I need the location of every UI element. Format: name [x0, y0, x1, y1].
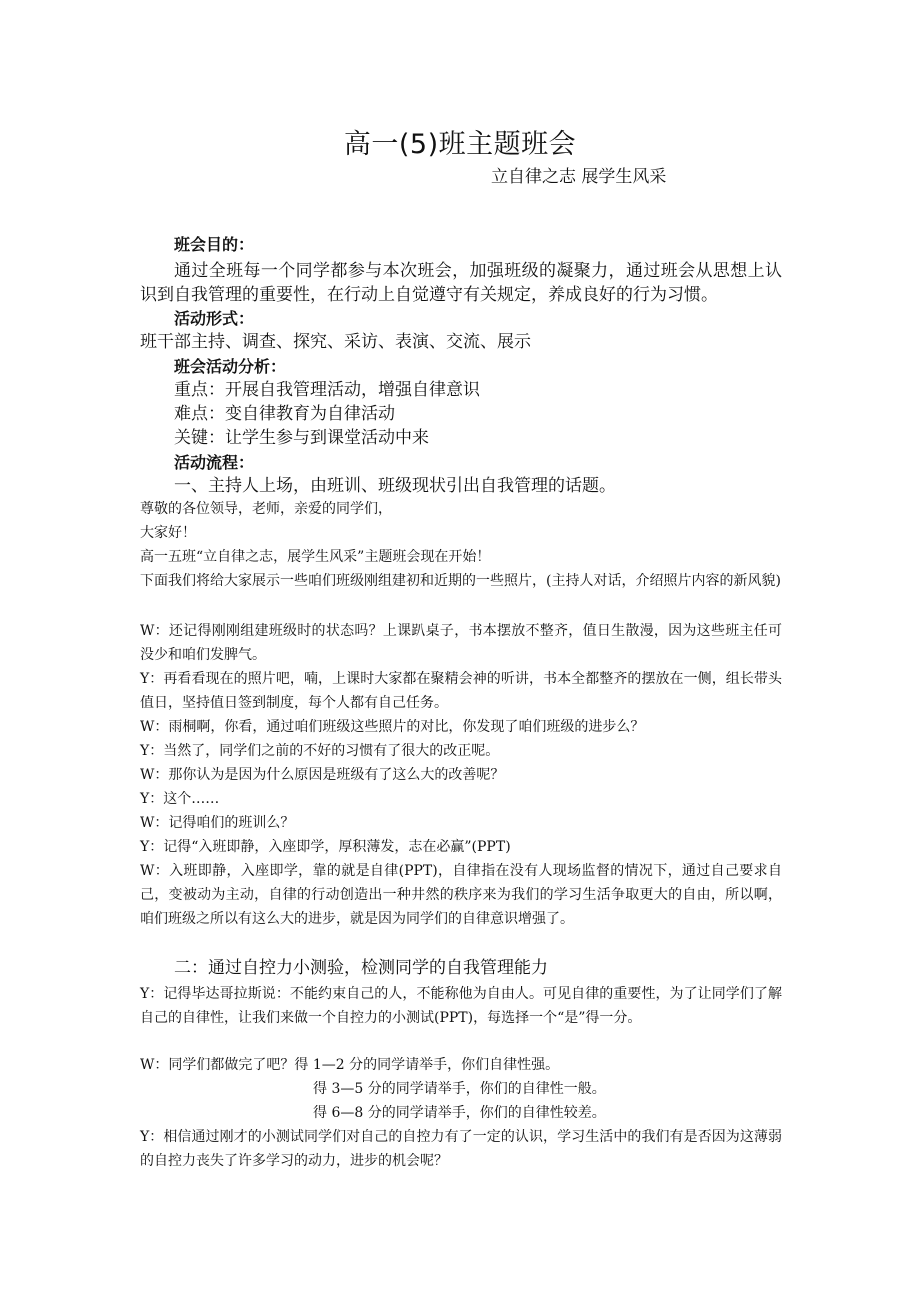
dialogue-line: W：入班即静，入座即学，靠的就是自律(PPT)，自律指在没有人现场监督的情况下，通过自己要求自己，变被动为主动，自律的行动创造出一种井然的秩序来为我们的学习生活争取更大的自由，所以啊，咱们班级之所以有这么大的进步，就是因为同学们的自律意识增强了。 [140, 863, 782, 927]
dialogue-line: Y：记得“入班即静，入座即学，厚积薄发，志在必赢”(PPT) [140, 839, 511, 855]
dialogue-line: W：还记得刚刚组建班级时的状态吗？上课趴桌子，书本摆放不整齐，值日生散漫，因为这些班主任可没少和咱们发脾气。 [140, 623, 782, 663]
dialogue-line: 得 6—8 分的同学请举手，你们的自律性较差。 [313, 1105, 606, 1121]
dialogue-line: Y：这个…… [140, 791, 220, 807]
dialogue-line: 大家好！ [140, 525, 196, 541]
step2-heading: 二：通过自控力小测验，检测同学的自我管理能力 [174, 958, 548, 978]
dialogue-line: 得 3—5 分的同学请举手，你们的自律性一般。 [313, 1081, 606, 1097]
page-title: 高一(5)班主题班会 [343, 129, 577, 160]
process-heading: 活动流程： [174, 453, 255, 472]
critical-point: 关键：让学生参与到课堂活动中来 [174, 428, 429, 448]
difficult-point: 难点：变自律教育为自律活动 [174, 404, 395, 424]
page-subtitle: 立自律之志 展学生风采 [491, 167, 667, 187]
dialogue-line: Y：记得毕达哥拉斯说：不能约束自己的人，不能称他为自由人。可见自律的重要性，为了让同学们了解自己的自律性，让我们来做一个自控力的小测试(PPT)，每选择一个“是”得一分。 [140, 986, 782, 1026]
dialogue-line: Y：相信通过刚才的小测试同学们对自己的自控力有了一定的认识，学习生活中的我们有是否因为这薄弱的自控力丧失了许多学习的动力，进步的机会呢？ [140, 1129, 782, 1169]
form-text: 班干部主持、调查、探究、采访、表演、交流、展示 [140, 332, 531, 352]
purpose-text: 通过全班每一个同学都参与本次班会，加强班级的凝聚力，通过班会从思想上认识到自我管理的重要性，在行动上自觉遵守有关规定，养成良好的行为习惯。 [140, 261, 782, 305]
step1-heading: 一、主持人上场，由班训、班级现状引出自我管理的话题。 [174, 476, 616, 496]
dialogue-line: W：那你认为是因为什么原因是班级有了这么大的改善呢？ [140, 767, 505, 783]
dialogue-line: W：同学们都做完了吧？得 1—2 分的同学请举手，你们自律性强。 [140, 1057, 560, 1073]
dialogue-line: W：雨桐啊，你看，通过咱们班级这些照片的对比，你发现了咱们班级的进步么？ [140, 719, 645, 735]
purpose-heading: 班会目的： [174, 235, 255, 254]
dialogue-line: W：记得咱们的班训么？ [140, 815, 295, 831]
analysis-heading: 班会活动分析： [174, 357, 287, 376]
key-point: 重点：开展自我管理活动，增强自律意识 [174, 380, 480, 400]
dialogue-line: Y：当然了，同学们之前的不好的习惯有了很大的改正呢。 [140, 743, 500, 759]
dialogue-line: 尊敬的各位领导，老师，亲爱的同学们， [140, 501, 392, 517]
dialogue-line: 下面我们将给大家展示一些咱们班级刚组建初和近期的一些照片，(主持人对话，介绍照片内容的新风貌) [140, 573, 781, 589]
form-heading: 活动形式： [174, 309, 255, 328]
dialogue-line: 高一五班“立自律之志，展学生风采”主题班会现在开始！ [140, 549, 491, 565]
dialogue-line: Y：再看看现在的照片吧，喃，上课时大家都在聚精会神的听讲，书本全都整齐的摆放在一侧，组长带头值日，坚持值日签到制度，每个人都有自己任务。 [140, 671, 782, 711]
